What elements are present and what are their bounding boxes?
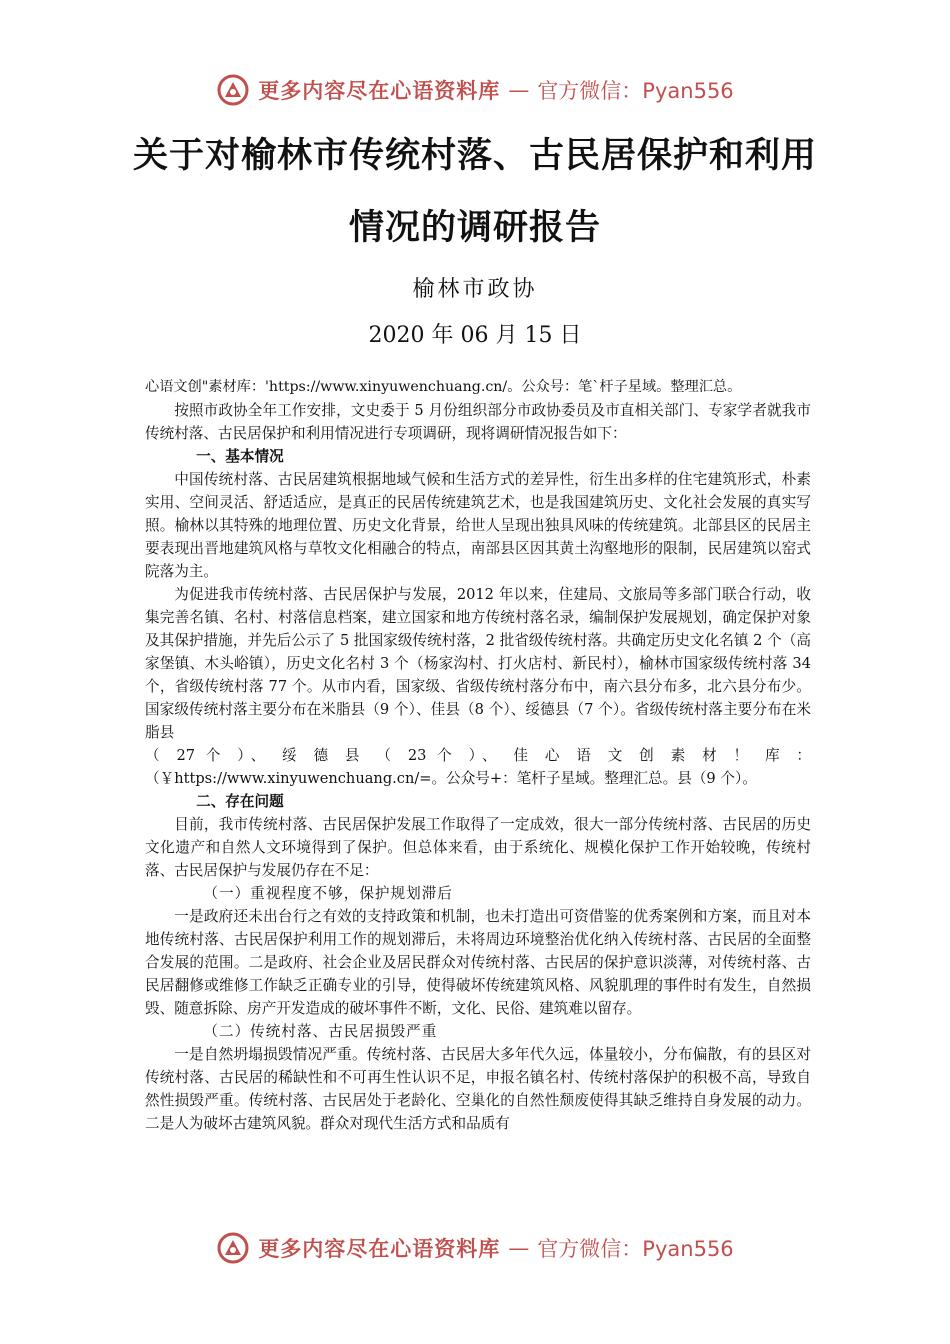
document-title-line1: 关于对榆林市传统村落、古民居保护和利用: [132, 136, 817, 176]
document-date: 2020 年 06 月 15 日: [368, 323, 582, 348]
basic-paragraph-2: 为促进我市传统村落、古民居保护与发展，2012 年以来，住建局、文旅局等多部门联合行动，收集完善名镇、名村、村落信息档案，建立国家和地方传统村落名录，编制保护发展规划，确定保护对象及其保护措施，并先后公示了 5 批国家级传统村落，2 批省级传统村落。共确定历史文化名镇 2 个（高家堡镇、木头峪镇），历史文化名村 3 个（杨家沟村、打火店村、新民村），榆林市国家级传统村落 34 个，省级传统村落 77 个。从市内看，国家级、省级传统村落分布中，南六县分布多，北六县分布少。国家级传统村落主要分布在米脂县（9 个）、佳县（8 个）、绥德县（7 个）。省级传统村落主要分布在米脂县: [145, 586, 811, 741]
brand-logo-icon: [216, 1231, 250, 1265]
document-body: [145, 376, 811, 1135]
source-note: 心语文创"素材库：'https://www.xinyuwenchuang.cn/。公众号：笔`杆子星域。整理汇总。: [145, 379, 742, 395]
footer-banner: [0, 1228, 950, 1268]
first-paragraph: 一是政府还未出台行之有效的支持政策和机制，也未打造出可资借鉴的优秀案例和方案，而且对本地传统村落、古民居保护利用工作的规划滞后，未将周边环境整治优化纳入传统村落、古民居的全面整合发展的范围。二是政府、社会企业及居民群众对传统村落、古民居的保护意识淡薄，对传统村落、古民居翻修或维修工作缺乏正确专业的引导，使得破坏传统建筑风格、风貌肌理的事件时有发生，自然损毁、随意拆除、房产开发造成的破坏事件不断，文化、民俗、建筑难以留存。: [145, 908, 811, 1017]
section-heading-basic: 一、基本情况: [196, 448, 284, 465]
second-paragraph: 一是自然坍塌损毁情况严重。传统村落、古民居大多年代久远，体量较小，分布偏散，有的县区对传统村落、古民居的稀缺性和不可再生性认识不足，申报名镇名村、传统村落保护的积极不高，导致自然性损毁严重。传统村落、古民居处于老龄化、空巢化的自然性颓废使得其缺乏维持自身发展的动力。二是人为破坏古建筑风貌。群众对现代生活方式和品质有: [145, 1046, 811, 1132]
section-heading-problems: 二、存在问题: [196, 793, 284, 810]
subheading-second: （二）传统村落、古民居损毁严重: [203, 1023, 438, 1040]
header-banner: [0, 70, 950, 110]
document-author: 榆林市政协: [412, 277, 538, 302]
document-title-line2: 情况的调研报告: [348, 208, 601, 248]
subheading-first: （一）重视程度不够，保护规划滞后: [203, 885, 453, 902]
banner-text: 更多内容尽在心语资料库: [258, 79, 501, 103]
banner-dash: —: [508, 78, 530, 102]
footer-banner-dash: —: [508, 1236, 530, 1260]
brand-logo-icon: [216, 73, 250, 107]
footer-banner-text: 更多内容尽在心语资料库: [258, 1237, 501, 1261]
basic-paragraph-1: 中国传统村落、古民居建筑根据地域气候和生活方式的差异性，衍生出多样的住宅建筑形式，朴素实用、空间灵活、舒适适应，是真正的民居传统建筑艺术，也是我国建筑历史、文化社会发展的真实写照。榆林以其特殊的地理位置、历史文化背景，给世人呈现出独具风味的传统建筑。北部县区的民居主要表现出晋地建筑风格与草牧文化相融合的特点，南部县区因其黄土沟壑地形的限制，民居建筑以窑式院落为主。: [145, 471, 811, 580]
basic-paragraph-2-cont: （ 27 个 ）、 绥 德 县 （ 23 个 ）、 佳 心 语 文 创 素 材 ！ 库 ：: [145, 747, 811, 764]
basic-paragraph-2-end: （￥https://www.xinyuwenchuang.cn/=。公众号+：笔杆子星域。整理汇总。县（9 个）。: [145, 770, 757, 787]
problems-paragraph-1: 目前，我市传统村落、古民居保护发展工作取得了一定成效，很大一部分传统村落、古民居的历史文化遗产和自然人文环境得到了保护。但总体来看，由于系统化、规模化保护工作开始较晚，传统村落、古民居保护与发展仍存在不足：: [145, 816, 811, 879]
banner-contact: 官方微信：Pyan556: [537, 79, 734, 103]
footer-banner-contact: 官方微信：Pyan556: [537, 1237, 734, 1261]
intro-paragraph: 按照市政协全年工作安排，文史委于 5 月份组织部分市政协委员及市直相关部门、专家学者就我市传统村落、古民居保护和利用情况进行专项调研，现将调研情况报告如下：: [145, 402, 811, 442]
